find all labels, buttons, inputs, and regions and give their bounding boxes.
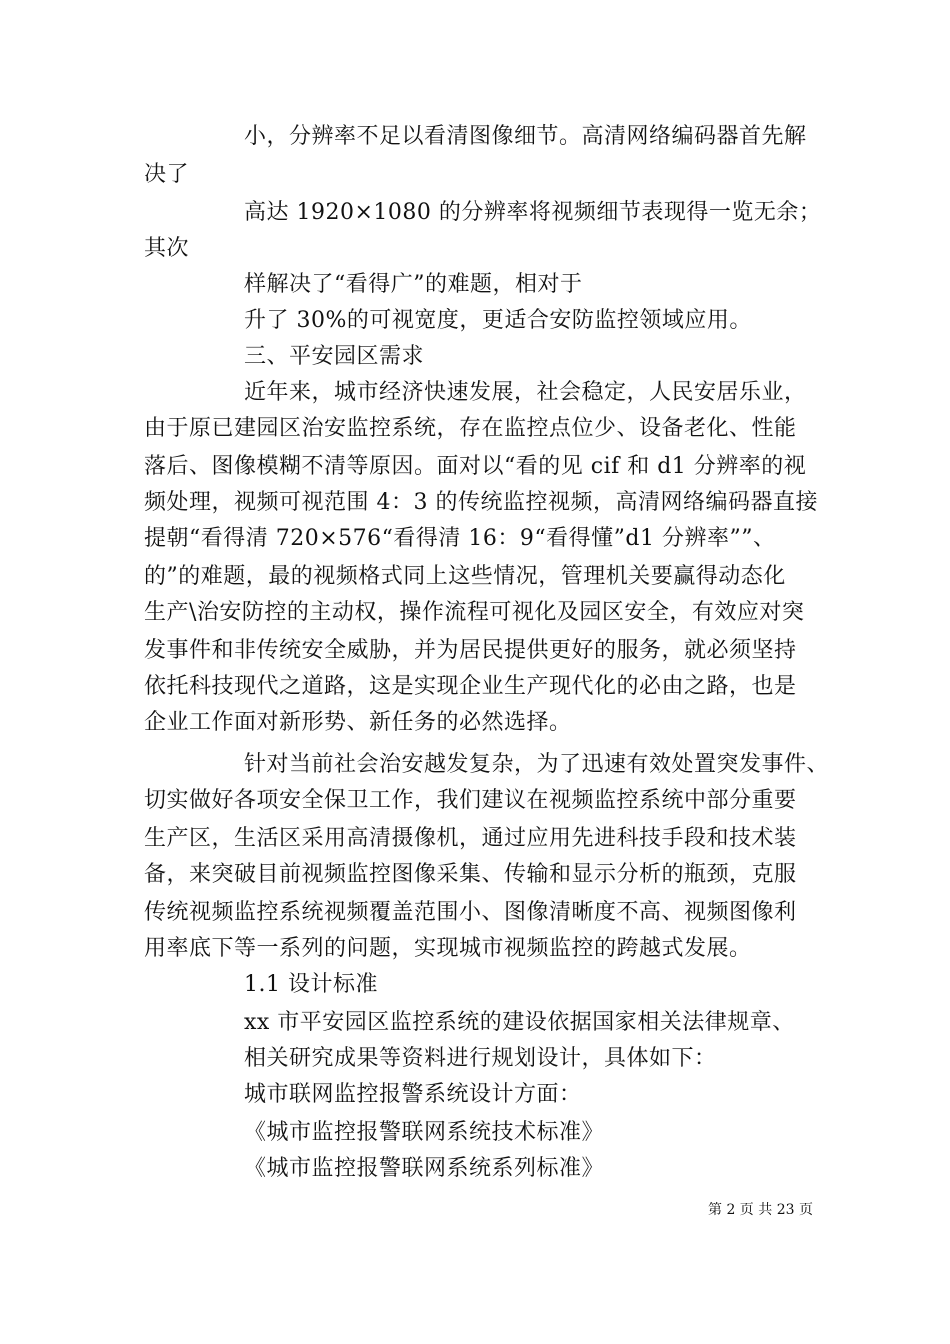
- text-line: 企业工作面对新形势、新任务的必然选择。: [144, 710, 572, 735]
- text-line: 落后、图像模糊不清等原因。面对以“看的见 cif 和 d1 分辨率的视: [144, 454, 807, 479]
- page-number: 第 2 页 共 23 页: [708, 1202, 813, 1218]
- text-line: 升了 30%的可视宽度，更适合安防监控领域应用。: [244, 308, 752, 333]
- text-line: 生产区，生活区采用高清摄像机，通过应用先进科技手段和技术装: [144, 826, 797, 851]
- text-line: 提朝“看得清 720×576“看得清 16：9“看得懂”d1 分辨率””、: [144, 526, 776, 551]
- text-line: 《城市监控报警联网系统系列标准》: [244, 1156, 605, 1181]
- text-line: 备，来突破目前视频监控图像采集、传输和显示分析的瓶颈，克服: [144, 862, 797, 887]
- text-line: 其次: [144, 236, 190, 261]
- text-line: 《城市监控报警联网系统技术标准》: [244, 1120, 605, 1145]
- text-line: 高达 1920×1080 的分辨率将视频细节表现得一览无余；: [244, 200, 822, 225]
- text-line: xx 市平安园区监控系统的建设依据国家相关法律规章、: [244, 1010, 795, 1035]
- text-line: 用率底下等一系列的问题，实现城市视频监控的跨越式发展。: [144, 936, 752, 961]
- text-line: 生产\治安防控的主动权，操作流程可视化及园区安全，有效应对突: [144, 600, 805, 625]
- text-line: 城市联网监控报警系统设计方面：: [244, 1082, 582, 1107]
- text-line: 的”的难题，最的视频格式同上这些情况，管理机关要赢得动态化: [144, 564, 786, 589]
- text-line: 针对当前社会治安越发复杂，为了迅速有效处置突发事件、: [244, 752, 830, 777]
- text-line: 依托科技现代之道路，这是实现企业生产现代化的必由之路，也是: [144, 674, 797, 699]
- section-heading: 三、平安园区需求: [244, 344, 425, 369]
- text-line: 决了: [144, 162, 190, 187]
- text-line: 由于原已建园区治安监控系统，存在监控点位少、设备老化、性能: [144, 416, 797, 441]
- text-line: 频处理，视频可视范围 4：3 的传统监控视频，高清网络编码器直接: [144, 490, 818, 515]
- text-line: 相关研究成果等资料进行规划设计，具体如下：: [244, 1046, 717, 1071]
- text-line: 近年来，城市经济快速发展，社会稳定，人民安居乐业，: [244, 380, 807, 405]
- text-line: 传统视频监控系统视频覆盖范围小、图像清晰度不高、视频图像利: [144, 900, 797, 925]
- text-line: 切实做好各项安全保卫工作，我们建议在视频监控系统中部分重要: [144, 788, 797, 813]
- text-line: 样解决了“看得广”的难题，相对于: [244, 272, 583, 297]
- text-line: 发事件和非传统安全威胁，并为居民提供更好的服务，就必须坚持: [144, 638, 797, 663]
- subsection-heading: 1.1 设计标准: [244, 972, 378, 997]
- text-line: 小，分辨率不足以看清图像细节。高清网络编码器首先解: [244, 124, 807, 149]
